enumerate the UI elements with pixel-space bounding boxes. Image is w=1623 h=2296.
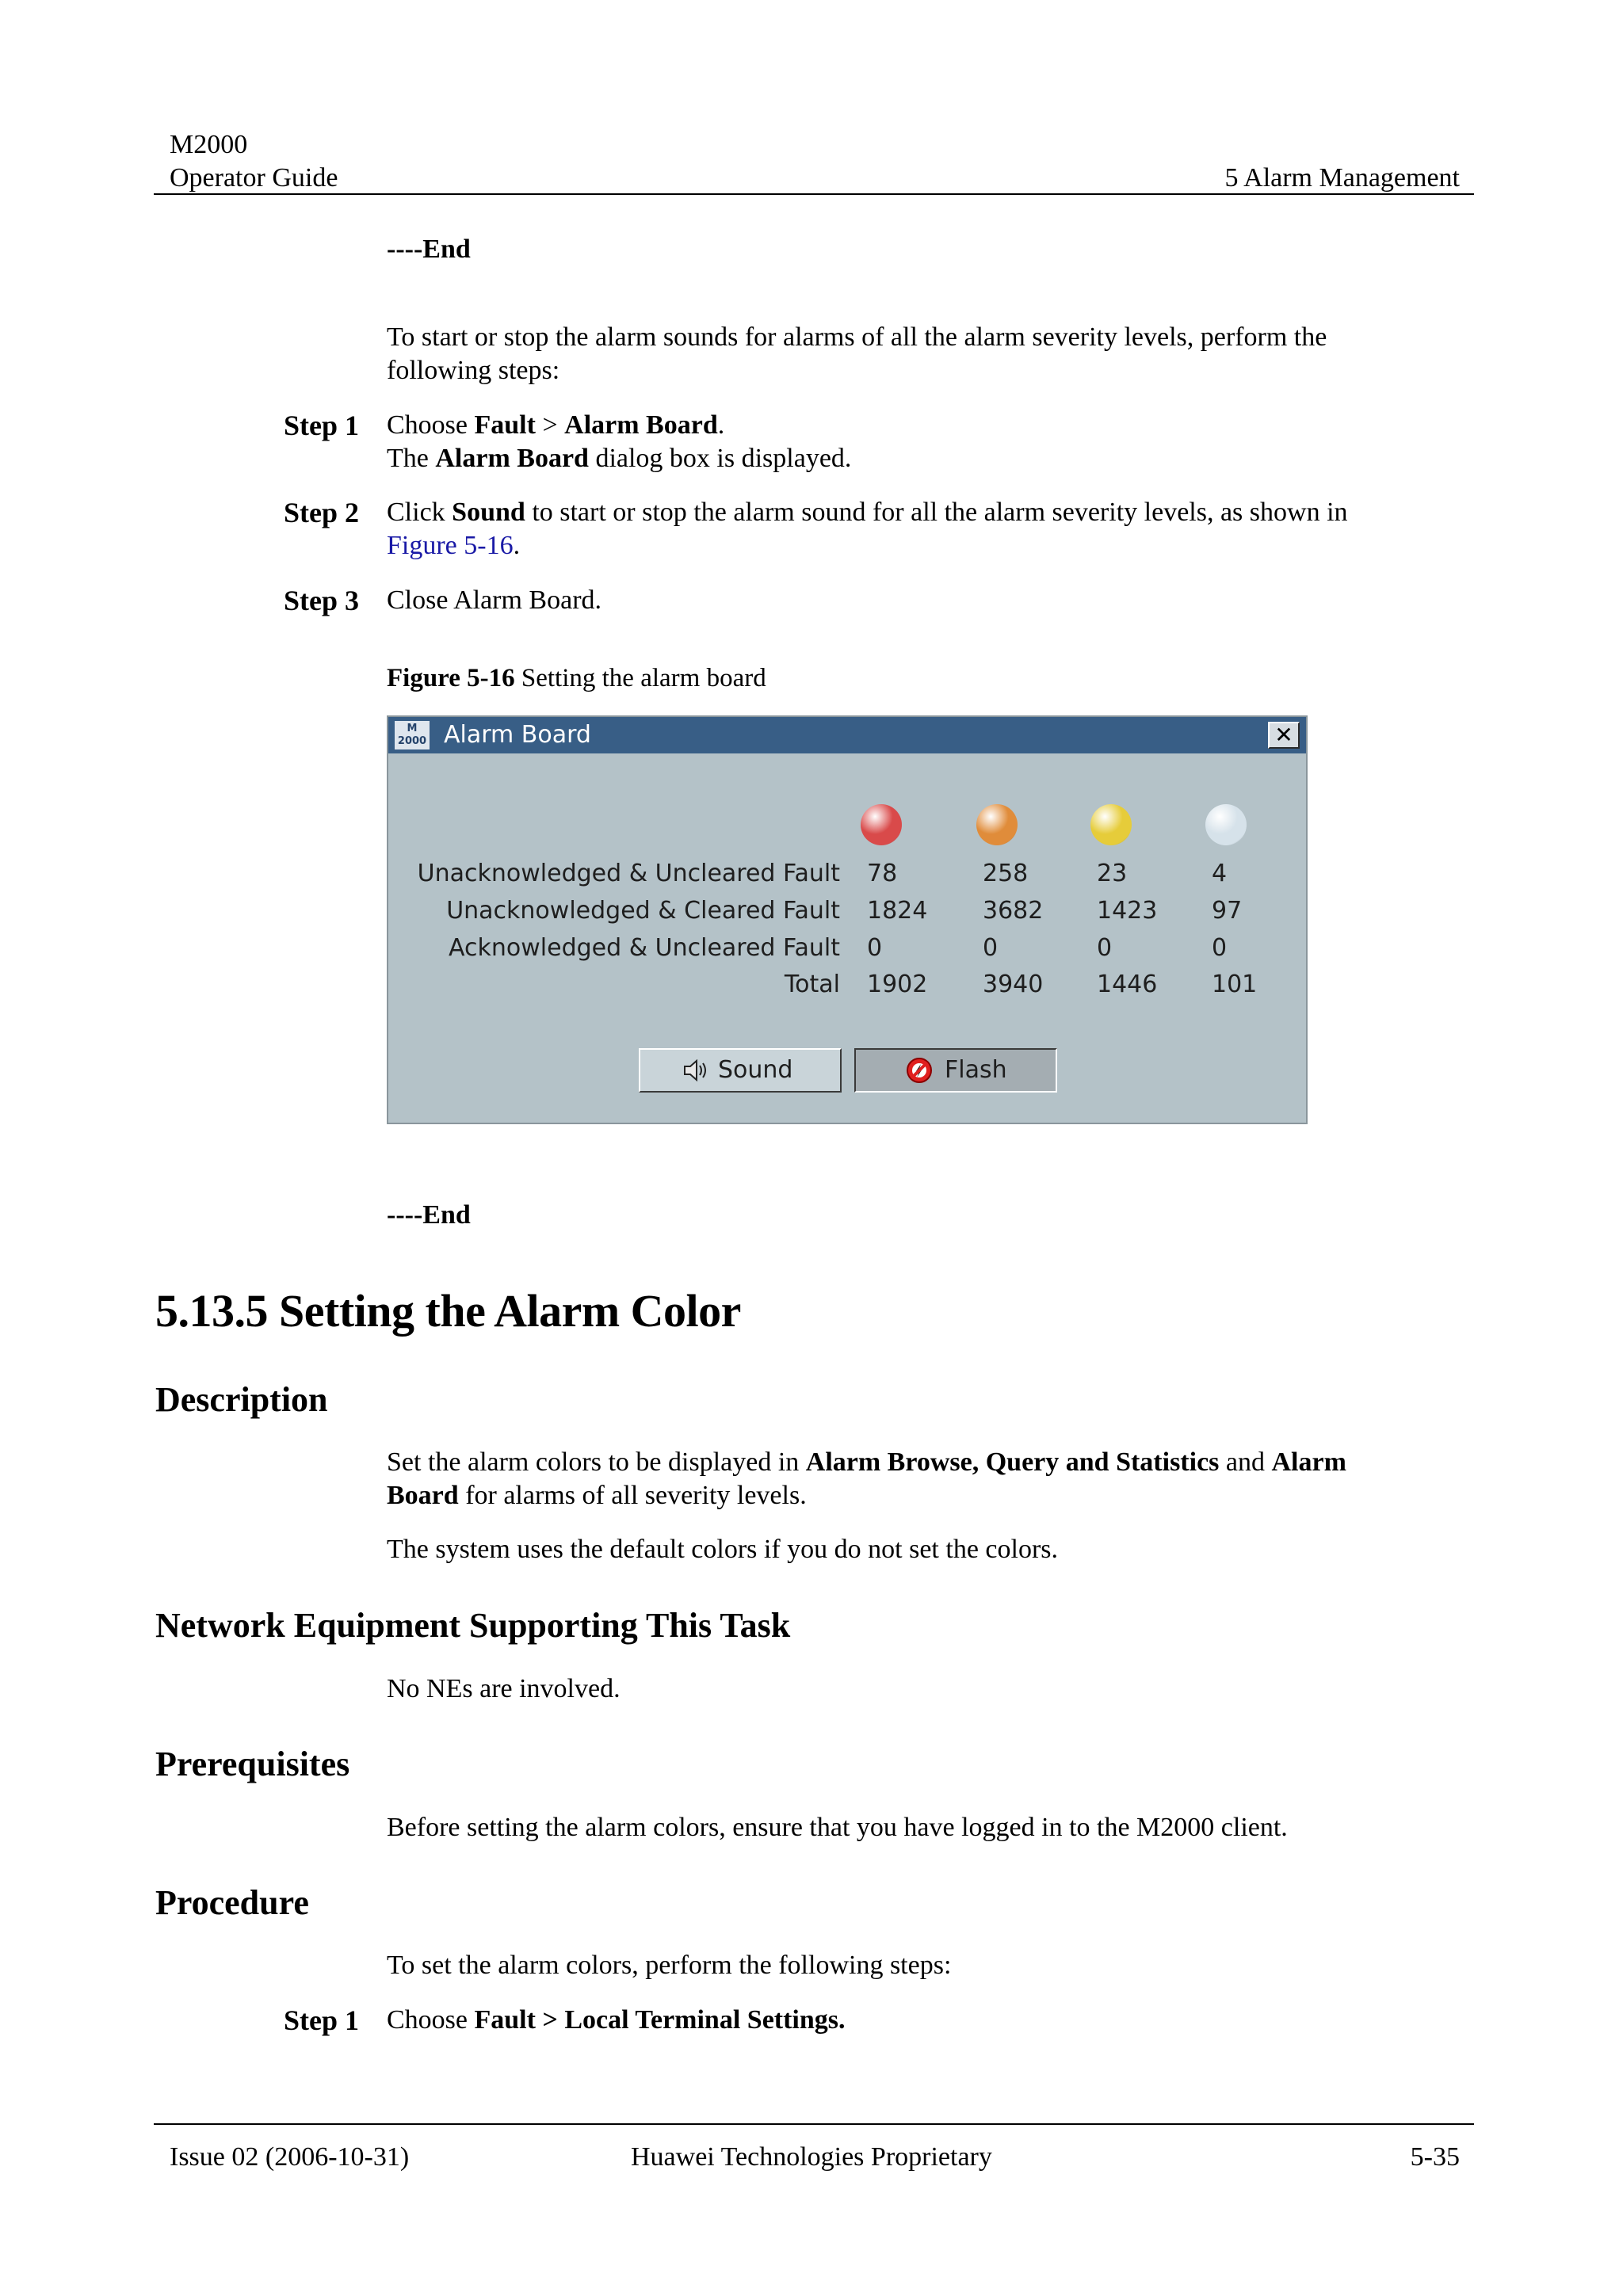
- description-paragraph-2: The system uses the default colors if you do not set the colors.: [387, 1535, 1058, 1564]
- prerequisites-text: Before setting the alarm colors, ensure that you have logged in to the M2000 client.: [387, 1813, 1288, 1842]
- row-label: Unacknowledged & Cleared Fault: [446, 897, 840, 925]
- dialog-title: Alarm Board: [444, 721, 591, 749]
- minor-severity-icon: [1090, 804, 1132, 845]
- count-cell: 1423: [1097, 897, 1158, 925]
- footer-issue: Issue 02 (2006-10-31): [170, 2142, 410, 2172]
- count-cell: 0: [867, 934, 883, 962]
- prerequisites-heading: Prerequisites: [155, 1745, 350, 1783]
- total-cell: 101: [1212, 971, 1258, 998]
- close-button[interactable]: ✕: [1268, 722, 1300, 749]
- header-divider: [154, 193, 1474, 195]
- total-cell: 3940: [983, 971, 1044, 998]
- end-marker: ----End: [387, 1200, 471, 1230]
- step-1-result: The Alarm Board dialog box is displayed.: [387, 444, 852, 473]
- step-2-text: Click Sound to start or stop the alarm sound for all the alarm severity levels, as shown in: [387, 498, 1348, 527]
- header-chapter: 5 Alarm Management: [1224, 163, 1460, 193]
- procedure-text: To set the alarm colors, perform the following steps:: [387, 1951, 952, 1980]
- speaker-icon: [682, 1056, 710, 1085]
- count-cell: 3682: [983, 897, 1044, 925]
- count-cell: 0: [1097, 934, 1113, 962]
- footer-divider: [154, 2123, 1474, 2125]
- menu-alarm-board: Alarm Board: [564, 410, 718, 440]
- footer-page-number: 5-35: [1410, 2142, 1460, 2172]
- flash-button-label: Flash: [945, 1056, 1007, 1084]
- total-label: Total: [784, 971, 840, 998]
- step-1-text: Choose Fault > Alarm Board.: [387, 410, 725, 440]
- step-3-text: Close Alarm Board.: [387, 585, 602, 615]
- count-cell: 97: [1212, 897, 1243, 925]
- critical-severity-icon: [861, 804, 902, 845]
- description-line-1: Set the alarm colors to be displayed in Alarm Browse, Query and Statistics and Alarm: [387, 1447, 1346, 1477]
- total-cell: 1446: [1097, 971, 1158, 998]
- sound-button[interactable]: [639, 1048, 842, 1093]
- count-cell: 23: [1097, 860, 1128, 887]
- count-cell: 258: [983, 860, 1029, 887]
- procedure-heading: Procedure: [155, 1883, 309, 1922]
- flash-button[interactable]: [854, 1048, 1057, 1093]
- dialog-titlebar[interactable]: [388, 717, 1306, 753]
- menu-fault: Fault: [474, 410, 536, 440]
- total-cell: 1902: [867, 971, 928, 998]
- count-cell: 0: [1212, 934, 1228, 962]
- step-2-label: Step 2: [284, 497, 360, 528]
- major-severity-icon: [976, 804, 1018, 845]
- network-text: No NEs are involved.: [387, 1674, 621, 1703]
- description-line-2: Board for alarms of all severity levels.: [387, 1481, 807, 1510]
- count-cell: 78: [867, 860, 898, 887]
- header-guide: Operator Guide: [170, 163, 338, 193]
- count-cell: 4: [1212, 860, 1228, 887]
- step-1-label: Step 1: [284, 410, 360, 441]
- procedure-step-1-label: Step 1: [284, 2004, 360, 2036]
- no-flash-icon: [905, 1056, 934, 1085]
- count-cell: 0: [983, 934, 999, 962]
- sound-button-label: Sound: [718, 1056, 793, 1084]
- step-3-label: Step 3: [284, 585, 360, 616]
- network-heading: Network Equipment Supporting This Task: [155, 1606, 791, 1645]
- footer-company: Huawei Technologies Proprietary: [631, 2142, 992, 2172]
- warning-severity-icon: [1205, 804, 1247, 845]
- m2000-logo-icon: M 2000: [395, 721, 430, 749]
- header-product: M2000: [170, 130, 248, 159]
- step-2-link-line: Figure 5-16.: [387, 531, 521, 560]
- figure-link[interactable]: Figure 5-16: [387, 531, 514, 560]
- intro-line-2: following steps:: [387, 356, 560, 385]
- procedure-step-1-text: Choose Fault > Local Terminal Settings.: [387, 2005, 846, 2035]
- section-title: 5.13.5 Setting the Alarm Color: [155, 1285, 741, 1337]
- description-heading: Description: [155, 1380, 328, 1419]
- count-cell: 1824: [867, 897, 928, 925]
- intro-line-1: To start or stop the alarm sounds for alarms of all the alarm severity levels, perform the: [387, 322, 1327, 352]
- alarm-board-dialog: [387, 715, 1308, 1124]
- end-marker: ----End: [387, 235, 471, 264]
- row-label: Acknowledged & Uncleared Fault: [449, 934, 840, 962]
- row-label: Unacknowledged & Uncleared Fault: [417, 860, 840, 887]
- figure-caption: Figure 5-16 Setting the alarm board: [387, 664, 766, 692]
